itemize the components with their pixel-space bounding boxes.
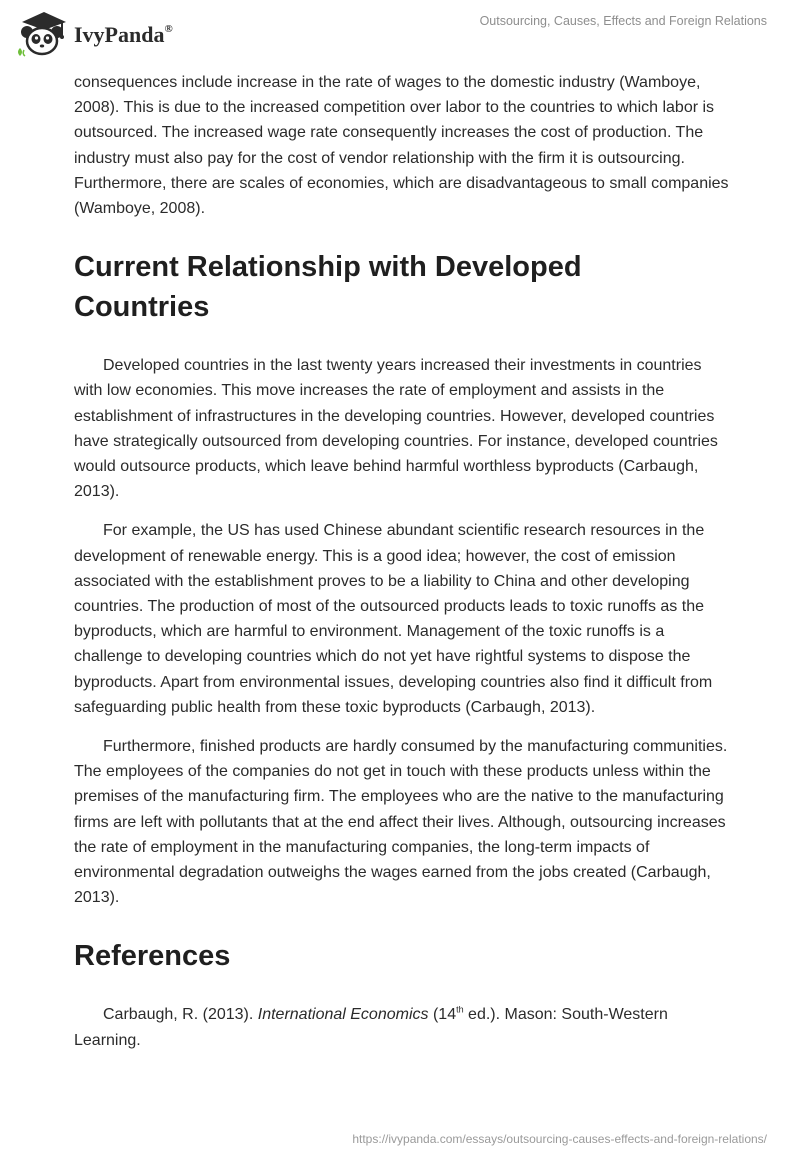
- page-header: [0, 0, 800, 66]
- reference-entry: [74, 1002, 734, 1052]
- section-heading-current-relationship: Current Relationship with Developed Countries: [74, 251, 582, 324]
- logo[interactable]: [14, 8, 173, 58]
- brand-name: IvyPanda®: [74, 22, 173, 47]
- source-url[interactable]: https://ivypanda.com/essays/outsourcing-causes-effects-and-foreign-relations/: [352, 1132, 767, 1146]
- section-heading-references: References: [74, 940, 231, 973]
- paragraph-3: Furthermore, finished products are hardly consumed by the manufacturing communities. The employees of the companies do not get in touch with these products unless within the premises of the manufacturing firm. The employees who are the native to the manufacturing firms are left with pollutants that at the end affect their lives. Although, outsourcing increases the rate of employment in the manufacturing companies, the long-term impacts of environmental degradation outweighs the wages earned from the jobs created (Carbaugh, 2013).: [74, 738, 728, 907]
- paragraph-intro: consequences include increase in the rate of wages to the domestic industry (Wamboye, 2008). This is due to the increased competition over labor to the countries to which labor is outsourced. The increased wage rate consequently increases the cost of production. The industry must also pay for the cost of vendor relationship with the firm it is outsourcing. Furthermore, there are scales of economies, which are disadvantageous to small companies (Wamboye, 2008).: [74, 74, 729, 218]
- essay-content: [74, 70, 734, 1067]
- trademark-mark: ®: [164, 22, 173, 35]
- reference-title: International Economics: [257, 1006, 429, 1024]
- document-title: Outsourcing, Causes, Effects and Foreign Relations: [479, 14, 767, 28]
- reference-author: Carbaugh, R. (2013).: [103, 1006, 258, 1024]
- paragraph-1: Developed countries in the last twenty years increased their investments in countries with low economies. This move increases the rate of employment and assists in the establishment of infrastructures in the developing countries. However, developed countries have strategically outsourced from developing countries. For instance, developed countries would outsource products, which leave behind harmful worthless byproducts (Carbaugh, 2013).: [74, 357, 718, 501]
- panda-graduate-logo-icon: [14, 8, 70, 58]
- reference-edition: (14: [428, 1006, 457, 1024]
- reference-publisher: ed.). Mason: South-Western Learning.: [74, 1006, 668, 1049]
- reference-edition-suffix: th: [456, 1005, 464, 1016]
- paragraph-2: For example, the US has used Chinese abundant scientific research resources in the development of renewable energy. This is a good idea; however, the cost of emission associated with the establishment proves to be a liability to China and other developing countries. The production of most of the outsourced products leads to toxic runoffs as the byproducts, which are harmful to environment. Management of the toxic runoffs is a challenge to developing countries which do not yet have rightful systems to dispose the byproducts. Apart from environmental issues, developing countries also find it difficult from safeguarding public health from these toxic byproducts (Carbaugh, 2013).: [74, 522, 713, 716]
